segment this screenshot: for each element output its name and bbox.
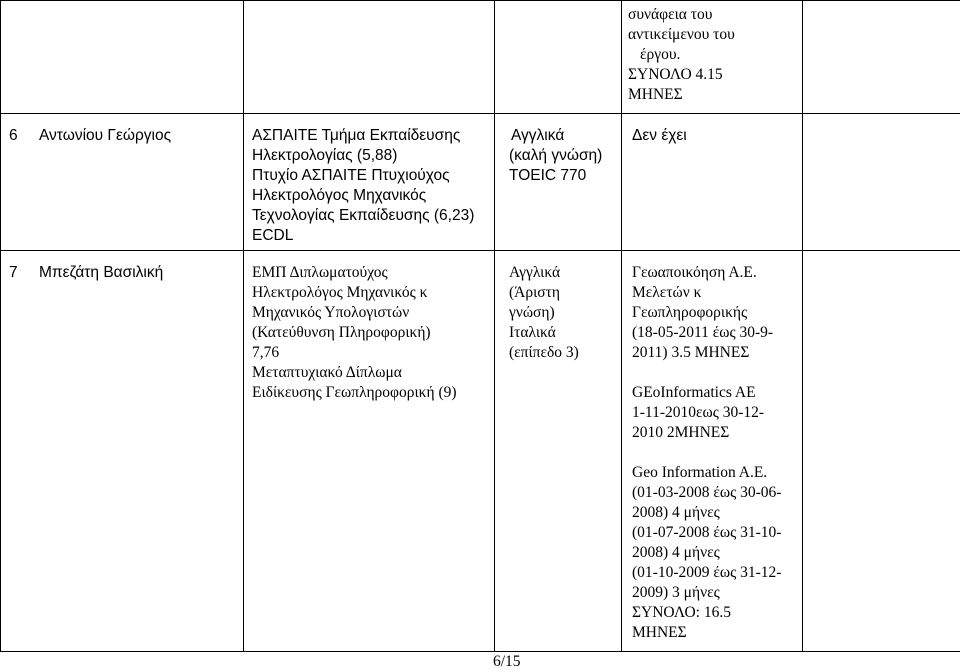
language-line: Αγγλικά [509,263,615,283]
experience-line: έργου. [628,45,796,65]
studies-line: Μεταπτυχιακό Δίπλωμα [252,363,488,383]
experience-line: 2010 2ΜΗΝΕΣ [632,423,796,443]
language-line: Αγγλικά [509,126,615,146]
studies-cell [244,251,495,652]
studies-line: Τεχνολογίας Εκπαίδευσης (6,23) [252,206,488,226]
experience-line: συνάφεια του [628,5,796,25]
page-number: 6/15 [493,652,521,672]
experience-line: 2009) 3 μήνες [632,583,796,603]
studies-cell [244,1,495,114]
experience-line: αντικείμενου του [628,25,796,45]
languages-cell [495,251,622,652]
experience-line: (01-03-2008 έως 30-06- [632,483,796,503]
name-cell [1,251,244,652]
table-row [1,1,960,114]
row-number: 7 [9,263,39,283]
candidate-name: Αντωνίου Γεώργιος [39,127,171,144]
experience-line: Δεν έχει [632,126,796,146]
experience-line: 1-11-2010εως 30-12- [632,403,796,423]
experience-line: GEoInformatics AE [632,383,796,403]
studies-line: ΑΣΠΑΙΤΕ Τμήμα Εκπαίδευσης [252,126,488,146]
studies-line: Πτυχίο ΑΣΠΑΙΤΕ Πτυχιούχος [252,166,488,186]
studies-line: Ηλεκτρολόγος Μηχανικός κ [252,283,488,303]
experience-line: Γεωαποικόηση Α.Ε. [632,263,796,283]
studies-line: 7,76 [252,343,488,363]
experience-line: (18-05-2011 έως 30-9- [632,323,796,343]
experience-line: ΜΗΝΕΣ [632,623,796,643]
experience-block [632,263,796,363]
empty-cell [803,251,960,652]
experience-block [632,463,796,643]
experience-line: 2008) 4 μήνες [632,543,796,563]
experience-block [632,383,796,443]
studies-line: Μηχανικός Υπολογιστών [252,303,488,323]
experience-line: ΣΥΝΟΛΟ: 16.5 [632,603,796,623]
language-line: Ιταλικά [509,323,615,343]
experience-line: (01-10-2009 έως 31-12- [632,563,796,583]
table-row [1,114,960,251]
experience-cell [622,1,803,114]
empty-cell [803,114,960,251]
table-row [1,251,960,652]
experience-line: (01-07-2008 έως 31-10- [632,523,796,543]
studies-line: ECDL [252,226,488,246]
language-line: (επίπεδο 3) [509,343,615,363]
name-cell [1,1,244,114]
candidate-name: Μπεζάτη Βασιλική [39,264,163,281]
studies-line: Ηλεκτρολογίας (5,88) [252,146,488,166]
studies-line: Ηλεκτρολόγος Μηχανικός [252,186,488,206]
name-cell [1,114,244,251]
experience-line: ΣΥΝΟΛΟ 4.15 [628,65,796,85]
language-line: (καλή γνώση) [509,146,615,166]
experience-cell [622,251,803,652]
studies-line: Ειδίκευσης Γεωπληροφορική (9) [252,383,488,403]
studies-cell [244,114,495,251]
languages-cell [495,114,622,251]
empty-cell [803,1,960,114]
studies-line: (Κατεύθυνση Πληροφορική) [252,323,488,343]
experience-line: ΜΗΝΕΣ [628,85,796,105]
experience-line: 2008) 4 μήνες [632,503,796,523]
experience-cell [622,114,803,251]
language-line: TOEIC 770 [509,166,615,186]
language-line: γνώση) [509,303,615,323]
experience-line: Γεωπληροφορικής [632,303,796,323]
experience-line: Geo Information A.E. [632,463,796,483]
languages-cell [495,1,622,114]
studies-line: ΕΜΠ Διπλωματούχος [252,263,488,283]
experience-line: 2011) 3.5 ΜΗΝΕΣ [632,343,796,363]
language-line: (Άριστη [509,283,615,303]
row-number: 6 [9,126,39,146]
experience-line: Μελετών κ [632,283,796,303]
